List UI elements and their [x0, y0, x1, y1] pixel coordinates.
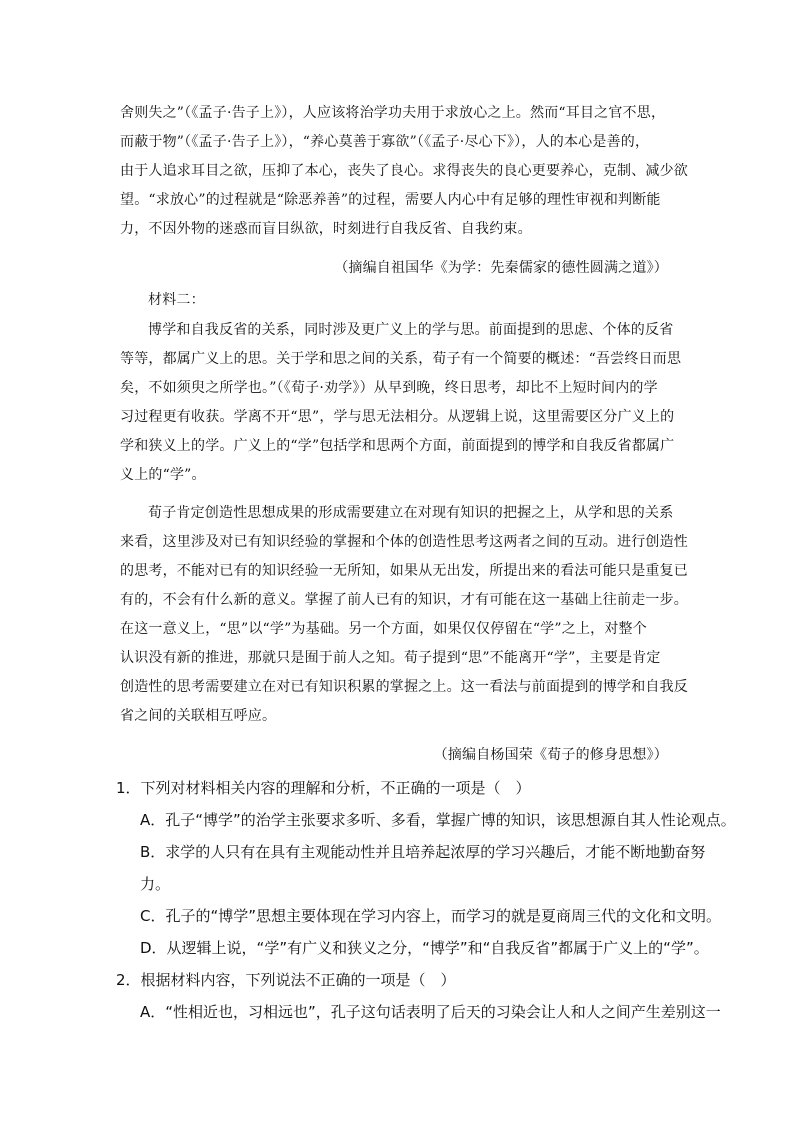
- material-two-heading: 材料二：: [148, 292, 205, 308]
- material-one-line: 由于人追求耳目之欲，压抑了本心，丧失了良心。求得丧失的良心更要养心，克制、减少欲: [120, 163, 688, 179]
- material-two-para1-line: 义上的“学”。: [120, 467, 206, 483]
- material-two-para1-line: 学和狭义上的学。广义上的“学”包括学和思两个方面，前面提到的博学和自我反省都属广: [120, 438, 675, 454]
- material-two-para2-line: 在这一意义上，“思”以“学”为基础。另一个方面，如果仅仅停留在“学”之上，对整个: [120, 621, 647, 637]
- question-2-option-a: A．“性相近也，习相远也”，孔子这句话表明了后天的习染会让人和人之间产生差别这一: [140, 1003, 721, 1021]
- material-two-para1-line: 博学和自我反省的关系，同时涉及更广义上的学与思。前面提到的思虑、个体的反省: [148, 322, 674, 338]
- material-two-para1-line: 习过程更有收获。学离不开“思”，学与思无法相分。从逻辑上说，这里需要区分广义上的: [120, 409, 675, 425]
- material-one-line: 舍则失之”（《孟子·告子上》），人应该将治学功夫用于求放心之上。然而“耳目之官不思，: [120, 105, 666, 121]
- material-two-para2-line: 有的，不会有什么新的意义。掌握了前人已有的知识，才有可能在这一基础上往前走一步。: [120, 592, 688, 608]
- material-one-line: 力，不因外物的迷惑而盲目纵欲，时刻进行自我反省、自我约束。: [120, 221, 532, 237]
- question-1-option-b-cont: 力。: [140, 875, 171, 893]
- material-two-source: （摘编自杨国荣《荀子的修身思想》）: [433, 747, 668, 763]
- question-1-option-c: C．孔子的“博学”思想主要体现在学习内容上，而学习的就是夏商周三代的文化和文明。: [140, 907, 722, 925]
- question-1-option-a: A．孔子“博学”的治学主张要求多听、多看，掌握广博的知识，该思想源自其人性论观点。: [140, 811, 736, 829]
- question-1-stem: 1．下列对材料相关内容的理解和分析，不正确的一项是（ ）: [116, 779, 531, 797]
- question-2-stem: 2．根据材料内容，下列说法不正确的一项是（ ）: [116, 971, 456, 989]
- material-one-source: （摘编自祖国华《为学：先秦儒家的德性圆满之道》）: [334, 260, 668, 276]
- material-two-para2-line: 认识没有新的推进，那就只是囿于前人之知。荀子提到“思”不能离开“学”，主要是肯定: [120, 650, 661, 666]
- material-two-para1-line: 矣，不如须臾之所学也。”（《荀子·劝学》）从早到晚，终日思考，却比不上短时间内的学: [120, 380, 658, 396]
- material-one-line: 望。“求放心”的过程就是“除恶养善”的过程，需要人内心中有足够的理性审视和判断能: [120, 192, 661, 208]
- question-1-option-b: B．求学的人只有在具有主观能动性并且培养起浓厚的学习兴趣后，才能不断地勤奋努: [140, 843, 706, 861]
- question-1-option-d: D．从逻辑上说，“学”有广义和狭义之分，“博学”和“自我反省”都属于广义上的“学”。: [140, 939, 709, 957]
- material-two-para2-line: 荀子肯定创造性思想成果的形成需要建立在对现有知识的把握之上，从学和思的关系: [148, 505, 674, 521]
- material-one-line: 而蔽于物”（《孟子·告子上》），“养心莫善于寡欲”（《孟子·尽心下》），人的本心是善的，: [120, 134, 650, 150]
- material-two-para1-line: 等等，都属广义上的思。关于学和思之间的关系，荀子有一个简要的概述：“吾尝终日而思: [120, 351, 682, 367]
- material-two-para2-line: 省之间的关联相互呼应。: [120, 708, 277, 724]
- material-two-para2-line: 来看，这里涉及对已有知识经验的掌握和个体的创造性思考这两者之间的互动。进行创造性: [120, 534, 688, 550]
- material-two-para2-line: 创造性的思考需要建立在对已有知识积累的掌握之上。这一看法与前面提到的博学和自我反: [120, 679, 688, 695]
- material-two-para2-line: 的思考，不能对已有的知识经验一无所知，如果从无出发，所提出来的看法可能只是重复已: [120, 563, 688, 579]
